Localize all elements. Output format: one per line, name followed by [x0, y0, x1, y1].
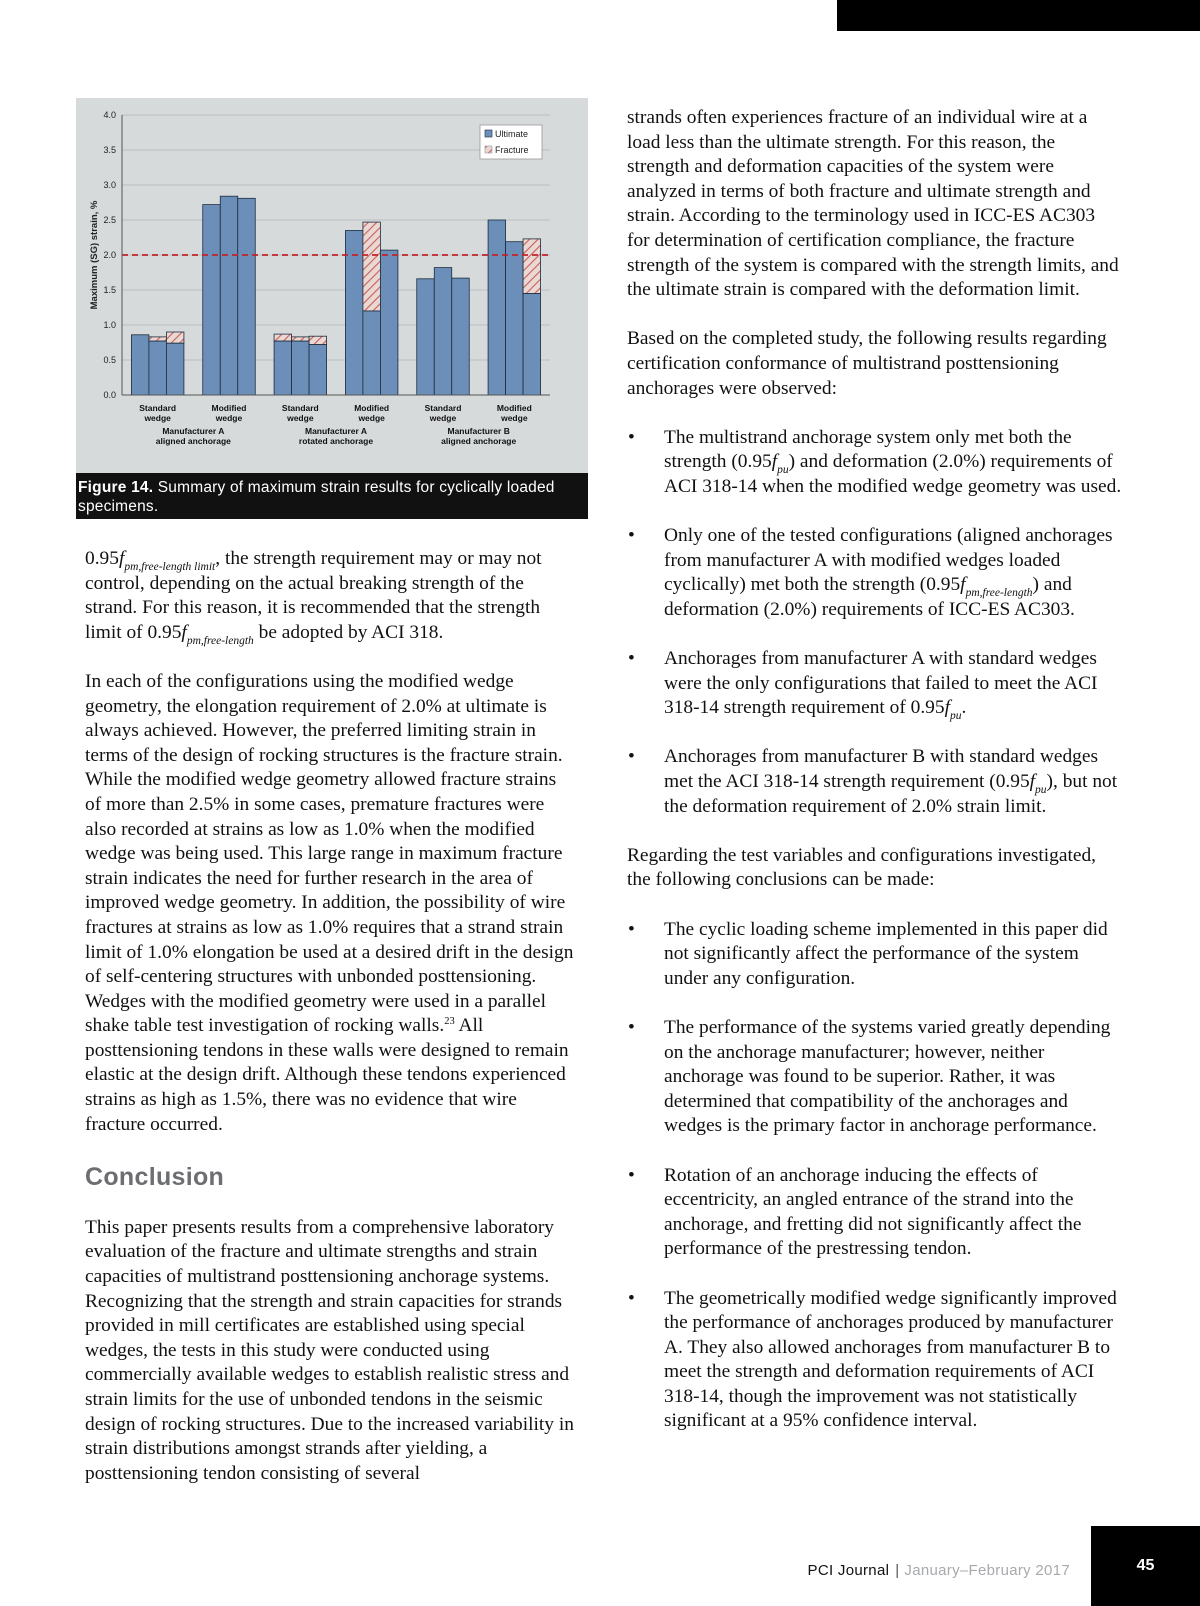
- subscript: pm,free-length limit: [124, 561, 216, 573]
- conclusions-list: [627, 918, 1122, 1434]
- legend-label: Fracture: [495, 145, 529, 155]
- text: , the strength requirement may or may not control, depending on the actual breaking strength of the strand. For this reason, it is recommended that the strength limit of 0.95: [85, 548, 542, 643]
- x-tick-label: Modified: [496, 403, 532, 413]
- y-tick-label: 4.0: [103, 110, 116, 120]
- right-column: [627, 106, 1122, 1459]
- section-heading: Conclusion: [85, 1162, 225, 1191]
- legend-label: Ultimate: [495, 129, 529, 139]
- symbol: f: [181, 621, 187, 643]
- ultimate-bar-segment: [292, 337, 310, 341]
- paragraph: This paper presents results from a comprehensive laboratory evaluation of the fracture and ultimate strengths and strain capacities of multistrand posttensioning anchorage systems. Recognizing that the strength and strain capacities for strands provided in mill certificates are established using special wedges, the tests in this study were conducted using commercially available wedges to establish realistic stress and strain limits for the use of unbonded tendons in the seismic design of rocking structures. Due to the increased variability in strain distributions amongst strands after yielding, a posttensioning tendon consisting of several: [85, 1216, 574, 1484]
- text: All posttensioning tendons in these walls were designed to remain elastic at the design drift. Although these tendons experienced strains as high as 1.5%, there was no evidence that wire fracture occurred.: [85, 1015, 569, 1135]
- header-bar: [837, 0, 1200, 31]
- subscript: pu: [777, 464, 789, 477]
- ultimate-bar-segment: [309, 336, 327, 344]
- y-tick-label: 2.5: [103, 215, 116, 225]
- list-item: [627, 745, 1122, 819]
- paragraph: [85, 670, 575, 1137]
- results-list: [627, 426, 1122, 820]
- x-tick-label: wedge: [287, 413, 314, 423]
- x-tick-label: wedge: [358, 413, 385, 423]
- text: ) and deformation (2.0%) requirements of ICC-ES AC303.: [664, 574, 1075, 620]
- list-item: • The performance of the systems varied greatly depending on the anchorage manufacturer; however, neither anchorage was found to be superior. Rather, it was determined that compatibility of the anchorages and wedges is the primary factor in anchorage performance.: [627, 1016, 1122, 1139]
- y-axis-label: Maximum (SG) strain, %: [89, 200, 100, 310]
- subscript: pm,free-length: [965, 587, 1033, 600]
- symbol: f: [118, 548, 125, 569]
- text: .: [961, 697, 967, 719]
- symbol: f: [771, 451, 778, 473]
- paragraph: Regarding the test variables and configurations investigated, the following conclusions can be made:: [627, 844, 1097, 891]
- issue-date: January–February 2017: [904, 1561, 1070, 1579]
- fracture-bar: [131, 335, 149, 395]
- text: In each of the configurations using the modified wedge geometry, the elongation requirement of 2.0% at ultimate is always achieved. However, the preferred limiting strain in terms of the design of rocking structures is the fracture strain. While the modified wedge geometry allowed fracture strains of more than 2.5% in some cases, premature fractures were also recorded at strains as low as 1.0% when the modified wedge was being used. This large range in maximum fracture strain indicates the need for further research in the area of improved wedge geometry. In addition, the possibility of wire fractures at strains as low as 1.0% requires that a strand strain limit of 1.0% elongation be used at a desired drift in the design of self-centering structures with unbonded posttensioning. Wedges with the modified geometry were used in a parallel shake table test investigation of rocking walls.: [85, 670, 574, 1037]
- symbol: f: [960, 574, 966, 596]
- figure-caption: [76, 473, 588, 519]
- text: ) and deformation (2.0%) requirements of ACI 318-14 when the modified wedge geometry was used.: [664, 451, 1122, 497]
- fracture-bar: [309, 345, 327, 395]
- text: Anchorages from manufacturer A with standard wedges were the only configurations that failed to meet the ACI 318-14 strength requirement of 0.95: [664, 648, 1098, 719]
- fracture-bar: [363, 311, 381, 395]
- y-tick-label: 2.0: [103, 250, 116, 260]
- list-item: • The cyclic loading scheme implemented in this paper did not significantly affect the performance of the system under any configuration.: [627, 918, 1122, 992]
- y-tick-label: 3.0: [103, 180, 116, 190]
- y-tick-label: 3.5: [103, 145, 116, 155]
- fracture-bar: [380, 250, 398, 395]
- page-number: 45: [1091, 1526, 1200, 1606]
- text: be adopted by ACI 318.: [253, 621, 444, 643]
- page-footer: [740, 1558, 1070, 1582]
- list-item: • Rotation of an anchorage inducing the effects of eccentricity, an angled entrance of the strand into the anchorage, and fretting did not significantly affect the performance of the prestressing tendon.: [627, 1164, 1122, 1262]
- reference-superscript: 23: [444, 1016, 455, 1028]
- x-tick-label: wedge: [501, 413, 528, 423]
- fracture-bar: [434, 268, 452, 395]
- ultimate-bar-segment: [523, 239, 541, 294]
- ultimate-bar-segment: [363, 222, 381, 311]
- text: 0.95: [85, 548, 119, 569]
- category-label: aligned anchorage: [155, 436, 231, 446]
- fracture-bar: [417, 279, 435, 395]
- ultimate-bar-segment: [149, 337, 167, 341]
- category-label: Manufacturer B: [447, 426, 510, 436]
- list-item: [627, 426, 1122, 500]
- strain-chart: [76, 98, 588, 473]
- text: ), but not the deformation requirement of 2.0% strain limit.: [664, 771, 1118, 817]
- symbol: f: [1029, 771, 1036, 793]
- x-tick-label: Modified: [211, 403, 247, 413]
- x-tick-label: Modified: [354, 403, 390, 413]
- x-tick-label: Standard: [139, 403, 177, 413]
- subscript: pu: [1035, 784, 1047, 797]
- x-tick-label: Standard: [281, 403, 319, 413]
- chart-svg: [76, 98, 588, 473]
- fracture-bar: [452, 278, 470, 395]
- text: Only one of the tested configurations (aligned anchorages from manufacturer A with modified wedges loaded cyclically) met both the strength (0.95: [664, 525, 1113, 596]
- journal-name: PCI Journal: [807, 1561, 890, 1579]
- category-label: aligned anchorage: [441, 436, 517, 446]
- fracture-bar: [506, 242, 524, 395]
- caption-text: Summary of maximum strain results for cyclically loaded specimens.: [78, 479, 555, 515]
- paragraph: [85, 547, 575, 645]
- list-item: [627, 524, 1122, 622]
- symbol: f: [944, 697, 950, 719]
- x-tick-label: wedge: [144, 413, 171, 423]
- fracture-bar: [203, 205, 221, 395]
- fracture-bar: [220, 196, 238, 395]
- fracture-bar: [149, 341, 167, 395]
- fracture-bar: [274, 341, 292, 395]
- caption-label: Figure 14.: [78, 479, 154, 496]
- fracture-bar: [166, 343, 184, 395]
- x-tick-label: wedge: [215, 413, 243, 423]
- category-label: Manufacturer A: [162, 426, 225, 436]
- ultimate-bar-segment: [166, 332, 184, 343]
- category-label: rotated anchorage: [298, 436, 374, 446]
- footer-separator: |: [895, 1561, 900, 1579]
- fracture-bar: [238, 198, 256, 395]
- figure-14: [76, 98, 588, 524]
- left-column: [85, 547, 575, 1511]
- text: The multistrand anchorage system only met both the strength (0.95: [664, 426, 1072, 473]
- legend-swatch-fracture: [485, 146, 492, 153]
- y-tick-label: 1.0: [103, 320, 116, 330]
- ultimate-bar-segment: [274, 334, 292, 341]
- list-item: • The geometrically modified wedge significantly improved the performance of anchorages produced by manufacturer A. They also allowed anchorages from manufacturer B to meet the strength and deformation requirements of ACI 318-14, though the improvement was not statistically significant at a 95% confidence interval.: [627, 1287, 1122, 1435]
- text: Anchorages from manufacturer B with standard wedges met the ACI 318-14 strength requirement (0.95: [664, 746, 1098, 793]
- y-tick-label: 0.5: [103, 355, 116, 365]
- fracture-bar: [488, 220, 506, 395]
- fracture-bar: [523, 294, 541, 396]
- subscript: pm,free-length: [186, 634, 254, 647]
- legend-swatch-ultimate: [485, 130, 492, 137]
- paragraph: strands often experiences fracture of an individual wire at a load less than the ultimate strength. For this reason, the strength and deformation capacities of the system were analyzed in terms of both fracture and ultimate strength and strain. According to the terminology used in ICC-ES AC303 for determination of certification compliance, the fracture strength of the system is compared with the strength limits, and the ultimate strain is compared with the deformation limit.: [627, 107, 1119, 301]
- x-tick-label: wedge: [429, 413, 457, 423]
- y-tick-label: 1.5: [103, 285, 116, 295]
- x-tick-label: Standard: [424, 403, 462, 413]
- paragraph: Based on the completed study, the following results regarding certification conformance of multistrand posttensioning anchorages were observed:: [627, 328, 1107, 399]
- list-item: [627, 647, 1122, 721]
- fracture-bar: [292, 341, 310, 395]
- y-tick-label: 0.0: [103, 390, 116, 400]
- subscript: pu: [949, 710, 962, 723]
- category-label: Manufacturer A: [304, 426, 368, 436]
